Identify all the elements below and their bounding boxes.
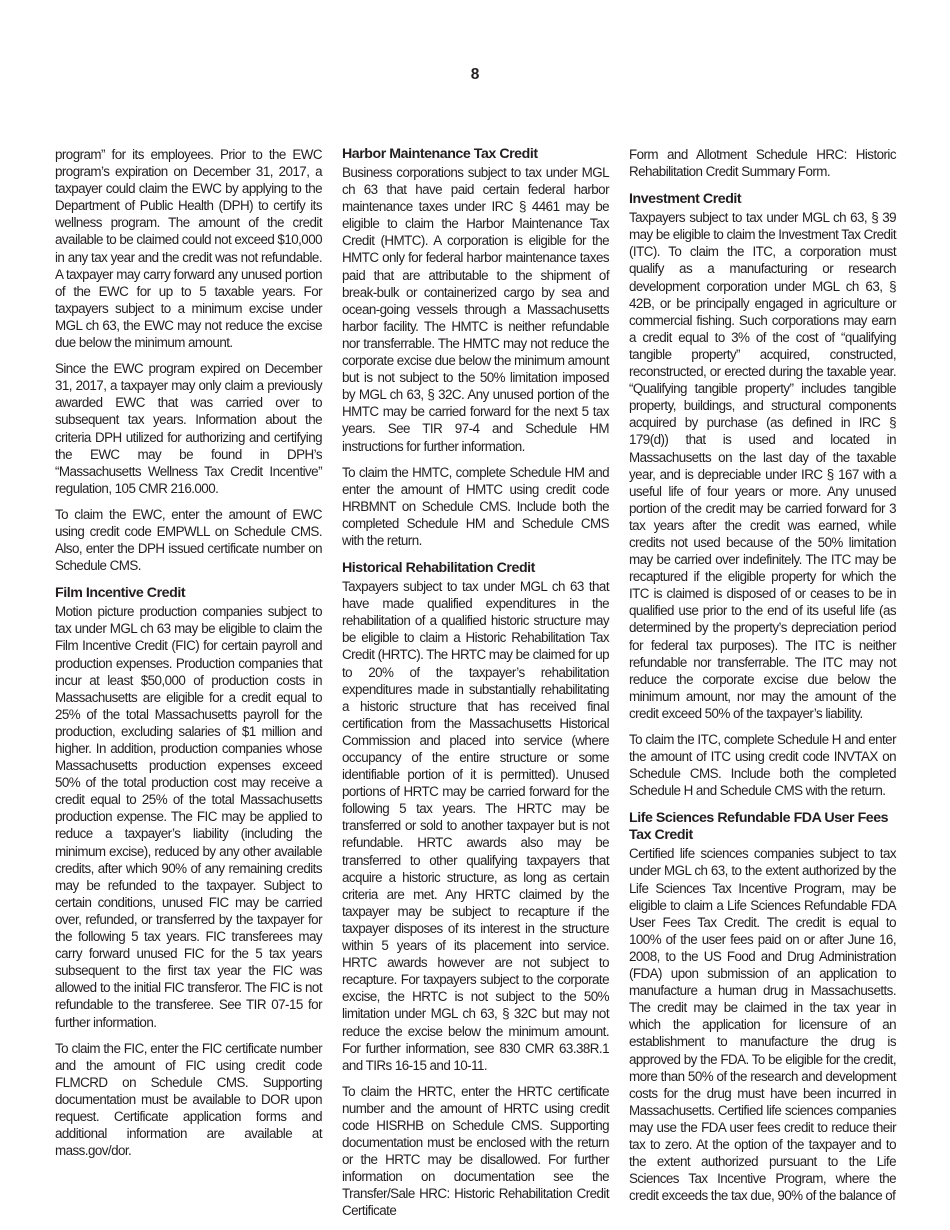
paragraph-film-incentive: Motion picture production companies subject to tax under MGL ch 63 may be eligible to claim the Film Incentive Credit (FIC) for certain payroll and production expenses. Production companies that incur at least $50,000 of production costs in Massachusetts are eligible for a credit equal to 25% of the total Massachusetts payroll for the production, excluding salaries of $1 million and higher. In addition, production companies whose Massachusetts production expenses exceed 50% of the total production cost may receive a credit equal to 25% of the total Massachusetts production expense. The FIC may be applied to reduce a taxpayer’s liability (including the minimum excise), reduced by any other available credits, after which 90% of any remaining credits may be refunded to the taxpayer. Subject to certain conditions, unused FIC may be carried over, refunded, or transferred by the taxpayer for the following 5 tax years. FIC transferees may carry forward unused FIC for the 5 tax years subsequent to the first tax year the FIC was allowed to the initial FIC transferor. The FIC is not refundable to the transferee. See TIR 07-15 for further information. xyxy=(55,604,322,1030)
paragraph-fic-claim: To claim the FIC, enter the FIC certificate number and the amount of FIC using credit code FLMCRD on Schedule CMS. Supporting documentation must be available to DOR upon request. Certificate application forms and additional information are available at mass.gov/dor. xyxy=(55,1040,322,1159)
heading-life-sciences-fda-credit: Life Sciences Refundable FDA User Fees Tax Credit xyxy=(629,810,889,844)
paragraph-ewc-expired: Since the EWC program expired on December 31, 2017, a taxpayer may only claim a previously awarded EWC that was carried over to subsequent tax years. Information about the criteria DPH utilized for authorizing and certifying the EWC may be found in DPH’s “Massachusetts Wellness Tax Credit Incentive” regulation, 105 CMR 216.000. xyxy=(55,361,322,496)
paragraph-hmtc-claim: To claim the HMTC, complete Schedule HM and enter the amount of HMTC using credit code HRBMNT on Schedule CMS. Include both the completed Schedule HM and Schedule CMS with the return. xyxy=(342,464,609,548)
page-number: 8 xyxy=(470,66,480,83)
paragraph-hrtc-claim: To claim the HRTC, enter the HRTC certificate number and the amount of HRTC using credit code HISRHB on Schedule CMS. Supporting documentation must be enclosed with the return or the HRTC may be disallowed. For further information on documentation see the Transfer/Sale HRC: Historic Rehabilitation Credit Certificate xyxy=(342,1083,609,1219)
paragraph-life-sciences-fda: Certified life sciences companies subject to tax under MGL ch 63, to the extent authorized by the Life Sciences Tax Incentive Program, may be eligible to claim a Life Sciences Refundable FDA User Fees Tax Credit. The credit is equal to 100% of the user fees paid on or after June 16, 2008, to the US Food and Drug Administration (FDA) upon submission of an application to manufacture a human drug in Massachusetts. The credit may be claimed in the tax year in which the application for licensure of an establishment to manufacture the drug is approved by the FDA. To be eligible for the credit, more than 50% of the research and development costs for the drug must have been incurred in Massachusetts. Certified life sciences companies may use the FDA user fees credit to reduce their tax to zero. At the option of the taxpayer and to the extent authorized pursuant to the Life Sciences Tax Incentive Program, where the credit exceeds the tax due, 90% of the balance of xyxy=(629,846,896,1204)
paragraph-harbor-maintenance: Business corporations subject to tax under MGL ch 63 that have paid certain federal harbor maintenance taxes under IRC § 4461 may be eligible to claim the Harbor Maintenance Tax Credit (HMTC). A corporation is eligible for the HMTC only for federal harbor maintenance taxes paid that are attributable to the shipment of break-bulk or containerized cargo by sea and ocean-going vessels through a Massachusetts harbor facility. The HMTC is neither refundable nor transferrable. The HMTC may not reduce the corporate excise due below the minimum amount but is not subject to the 50% limitation imposed by MGL ch 63, § 32C. Any unused portion of the HMTC may be carried forward for the next 5 tax years. See TIR 97-4 and Schedule HM instructions for further information. xyxy=(342,165,610,454)
paragraph-itc-claim: To claim the ITC, complete Schedule H and enter the amount of ITC using credit code INVTAX on Schedule CMS. Include both the completed Schedule H and Schedule CMS with the return. xyxy=(629,732,896,799)
heading-investment-credit: Investment Credit xyxy=(629,191,742,208)
column-1 xyxy=(55,146,322,1168)
heading-harbor-maintenance-tax-credit: Harbor Maintenance Tax Credit xyxy=(342,146,538,162)
paragraph-investment-credit: Taxpayers subject to tax under MGL ch 63, § 39 may be eligible to claim the Investment Tax Credit (ITC). To claim the ITC, a corporation must qualify as a manufacturing or research development corporation under MGL ch 63, § 42B, or be principally engaged in agriculture or commercial fishing. Such corporations may earn a credit equal to 3% of the cost of “qualifying tangible property” acquired, constructed, reconstructed, or erected during the taxable year. “Qualifying tangible property” includes tangible property, buildings, and structural components acquired by purchase (as defined in IRC § 179(d)) that is used and located in Massachusetts on the last day of the taxable year, and is depreciable under IRC § 167 with a useful life of four years or more. Any unused portion of the credit may be carried forward for 3 tax years after the credit was earned, while credits not used because of the 50% limitation may be carried over indefinitely. The ITC may be recaptured if the eligible property for which the ITC is claimed is disposed of or ceases to be in qualified use prior to the end of its useful life (as determined by the property’s depreciation period for federal tax purposes). The ITC is neither refundable nor transferrable. The ITC may not reduce the corporate excise due below the minimum amount, nor may the amount of the credit exceed 50% of the taxpayer’s liability. xyxy=(629,210,896,721)
paragraph-historical-rehabilitation: Taxpayers subject to tax under MGL ch 63 that have made qualified expenditures in the rehabilitation of a qualified historic structure may be eligible to claim a Historic Rehabilitation Tax Credit (HRTC). The HRTC may be claimed for up to 20% of the taxpayer’s rehabilitation expenditures made in substantially rehabilitating a historic structure that has received final certification from the Massachusetts Historical Commission and placed into service (where occupancy of the entire structure or some identifiable portion of it is permitted). Unused portions of HRTC may be carried forward for the following 5 tax years. The HRTC may be transferred or sold to another taxpayer but is not refundable. HRTC awards also may be transferred to other qualifying taxpayers that acquire a historic structure, as long as certain criteria are met. Any HRTC claimed by the taxpayer may be subject to recapture if the taxpayer disposes of its interest in the structure within 5 years of its placement into service. HRTC awards however are not subject to recapture. For taxpayers subject to the corporate excise, the HRTC is not subject to the 50% limitation under MGL ch 63, § 32C but may not reduce the excise below the minimum amount. For further information, see 830 CMR 63.38R.1 and TIRs 16-15 and 10-11. xyxy=(342,579,609,1073)
column-3 xyxy=(629,146,896,1213)
paragraph-ewc-program: program” for its employees. Prior to the EWC program’s expiration on December 31, 2017, a taxpayer could claim the EWC by applying to the Department of Public Health (DPH) to certify its wellness program. The amount of the credit available to be claimed could not exceed $10,000 in any tax year and the credit was not refundable. A taxpayer may carry forward any unused portion of the EWC for up to 5 taxable years. For taxpayers subject to a minimum excise under MGL ch 63, the EWC may not reduce the excise due below the minimum amount. xyxy=(55,147,322,351)
heading-historical-rehabilitation-credit: Historical Rehabilitation Credit xyxy=(342,560,535,577)
paragraph-hrc-form-continued: Form and Allotment Schedule HRC: Historic Rehabilitation Credit Summary Form. xyxy=(629,147,896,180)
column-2 xyxy=(342,146,609,1229)
heading-film-incentive-credit: Film Incentive Credit xyxy=(55,585,186,602)
paragraph-ewc-claim: To claim the EWC, enter the amount of EWC using credit code EMPWLL on Schedule CMS. Also, enter the DPH issued certificate number on Schedule CMS. xyxy=(55,506,322,574)
